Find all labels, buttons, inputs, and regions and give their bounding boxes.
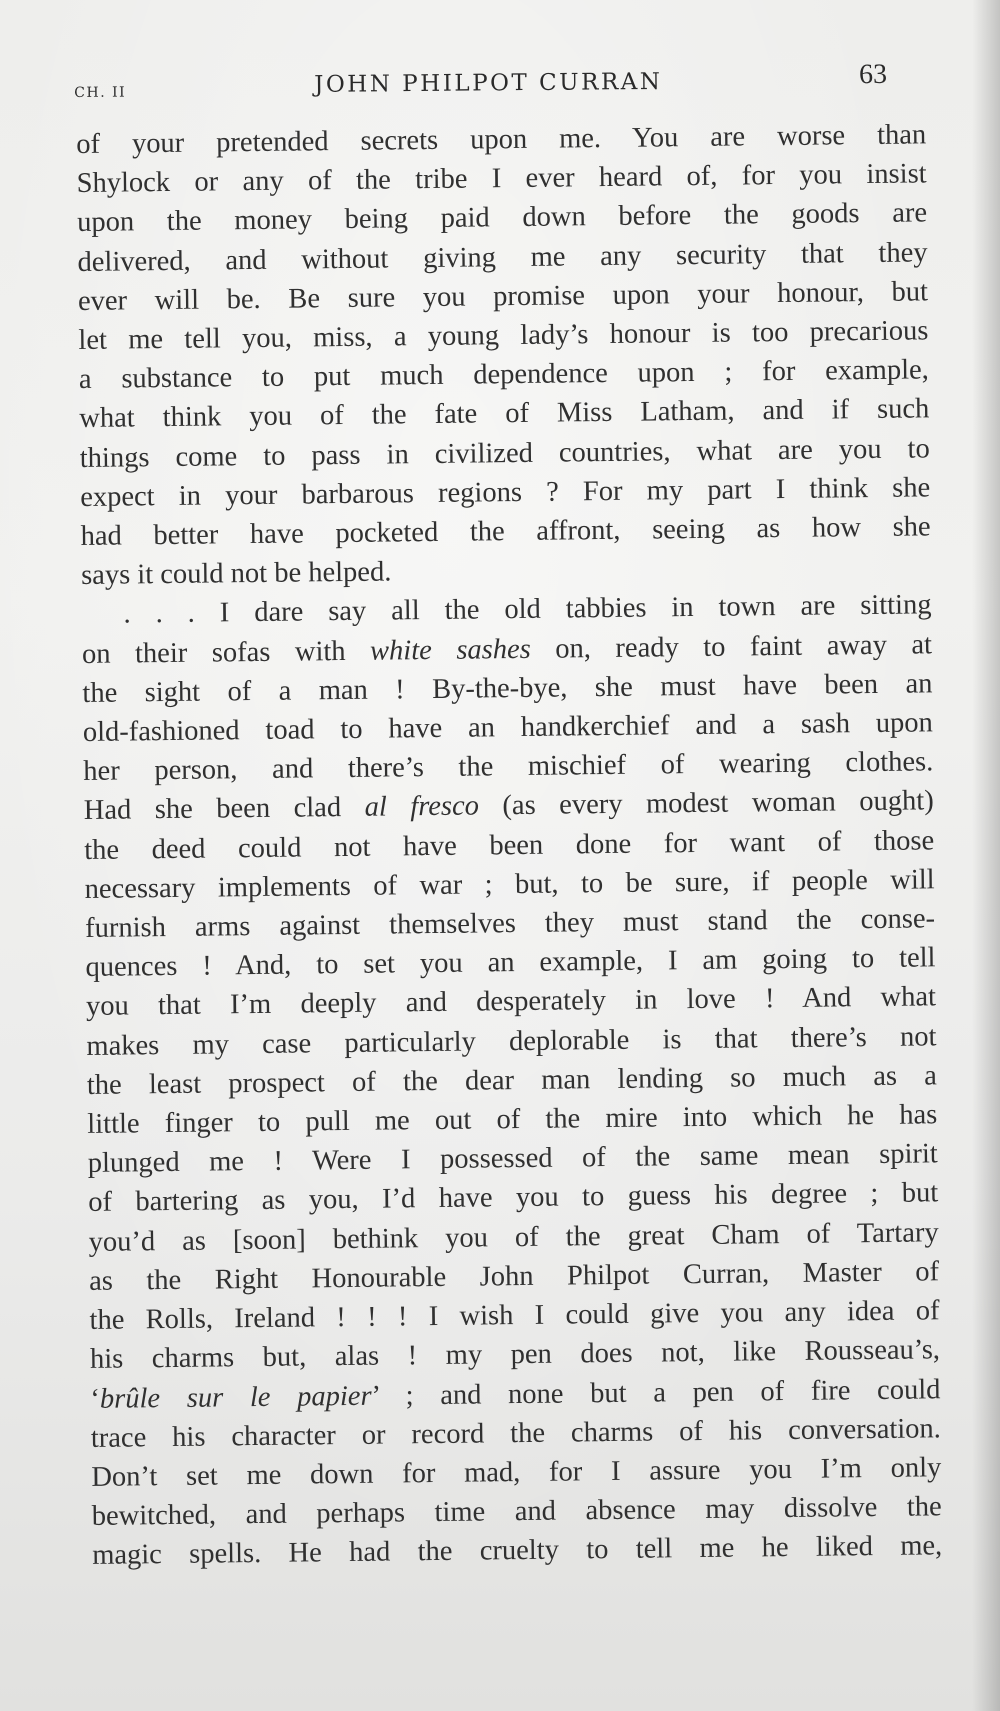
running-header (74, 59, 914, 108)
text-line: what think you of the fate of Miss Latham, and if such (79, 393, 930, 435)
line-text: on their sofas with (81, 635, 371, 670)
text-line: expect in your barbarous regions ? For my part I think she (80, 472, 931, 513)
italic-phrase: al fresco (364, 790, 480, 824)
text-line: ever will be. Be sure you promise upon your honour, but (77, 276, 929, 317)
text-line: Don’t set me down for mad, for I assure you I’m only (91, 1452, 942, 1493)
text-line: the least prospect of the dear man lending so much as a (86, 1060, 938, 1101)
line-text: . . . I dare say all the old tabbies in town are sitting (123, 589, 932, 630)
text-line: as the Right Honourable John Philpot Curran, Master of (88, 1256, 940, 1297)
text-line: her person, and there’s the mischief of wearing clothes. (83, 746, 934, 788)
line-text: (as every modest woman ought) (478, 785, 934, 822)
italic-phrase: brûle sur le papier (99, 1380, 372, 1415)
text-line: little finger to pull me out of the mire into which he has (87, 1099, 938, 1141)
text-line: delivered, and without giving me any security that they (77, 236, 928, 278)
text-line: of your pretended secrets upon me. You are worse than (76, 119, 927, 160)
text-line: Shylock or any of the tribe I ever heard of, for you insist (76, 158, 927, 200)
text-line: old-fashioned toad to have an handkerchief and a sash upon (82, 707, 934, 749)
running-title: JOHN PHILPOT CURRAN (314, 68, 663, 98)
text-line: trace his character or record the charms of his conversation. (90, 1412, 942, 1454)
text-line: upon the money being paid down before the goods are (76, 197, 928, 239)
text-line: had better have pocketed the affront, seeing as how she (80, 511, 931, 553)
body-text (76, 115, 942, 1575)
text-line: the sight of a man ! By-the-bye, she must have been an (82, 668, 933, 709)
text-line: things come to pass in civilized countries, what are you to (79, 432, 930, 474)
text-line: quences ! And, to set you an example, I am going to tell (85, 942, 936, 984)
text-line: the Rolls, Ireland ! ! ! I wish I could give you any idea of (89, 1295, 940, 1337)
line-text: Had she been clad (83, 792, 365, 827)
italic-phrase: white sashes (369, 633, 531, 667)
chapter-label: CH. II (74, 84, 127, 101)
page-edge-shadow (972, 0, 1000, 1711)
text-line: you that I’m deeply and desperately in love ! And what (85, 981, 937, 1023)
text-line: of bartering as you, I’d have you to guess his degree ; but (88, 1177, 939, 1219)
text-line: you’d as [soon] bethink you of the great Cham of Tartary (88, 1216, 939, 1258)
text-line: necessary implements of war ; but, to be sure, if people will (84, 864, 935, 905)
page-number: 63 (858, 58, 888, 91)
line-text: ’ ; and none but a pen of fire could (371, 1373, 941, 1412)
text-line: plunged me ! Were I possessed of the same mean spirit (87, 1138, 938, 1180)
text-line: bewitched, and perhaps time and absence may dissolve the (91, 1491, 942, 1533)
text-line: magic spells. He had the cruelty to tell me he liked me, (92, 1530, 943, 1572)
text-line: the deed could not have been done for want of those (84, 824, 935, 866)
text-line: makes my case particularly deplorable is that there’s not (86, 1020, 937, 1062)
line-text: ‘ (90, 1383, 101, 1415)
text-line: his charms but, alas ! my pen does not, like Rousseau’s, (89, 1334, 941, 1376)
line-text: on, ready to faint away at (530, 628, 933, 665)
text-line: let me tell you, miss, a young lady’s honour is too precarious (78, 315, 929, 357)
text-line: furnish arms against themselves they must stand the conse- (84, 903, 936, 945)
text-line: a substance to put much dependence upon ; for example, (78, 354, 930, 396)
paragraph-end-line: says it could not be helped. (80, 556, 392, 592)
